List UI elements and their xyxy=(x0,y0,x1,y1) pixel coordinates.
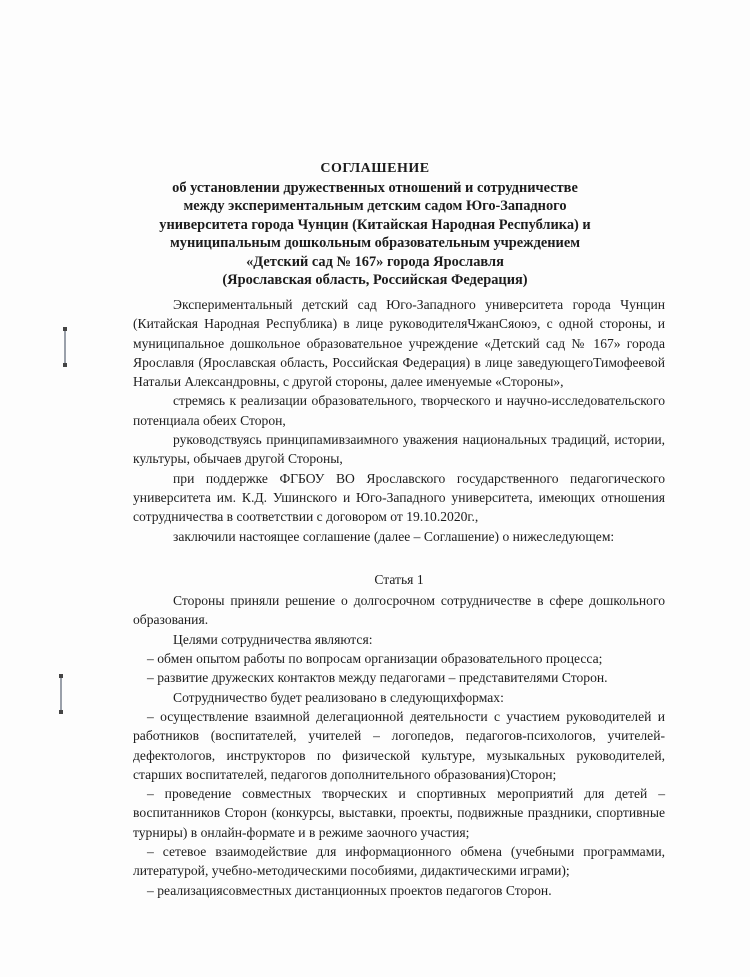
title-heading: СОГЛАШЕНИЕ xyxy=(320,161,430,176)
preamble-paragraph: Экспериментальный детский сад Юго-Западного университета города Чунцин (Китайская Народная Республика) в лице руководителяЧжанСяоюэ, с одной стороны, и муниципальное дошкольное образовательное учреждение «Детский сад № 167» города Ярославля (Ярославская область, Российская Федерация) в лице заведующегоТимофеевой Натальи Александровны, с другой стороны, далее именуемые «Стороны», xyxy=(133,297,665,390)
preamble-paragraph: стремясь к реализации образовательного, творческого и научно-исследовательского потенциала обеих Сторон, xyxy=(133,393,665,428)
form-item: – реализациясовместных дистанционных проектов педагогов Сторон. xyxy=(147,882,552,898)
preamble-paragraph: руководствуясь принципамивзаимного уважения национальных традиций, истории, культуры, обычаев другой Стороны, xyxy=(133,432,665,467)
title-line: муниципальным дошкольным образовательным учреждением xyxy=(169,235,581,251)
form-item: – проведение совместных творческих и спортивных мероприятий для детей – воспитанников Сторон (конкурсы, выставки, проекты, подвижные праздники, спортивные турниры) в онлайн-формате и в режиме заочного участия; xyxy=(133,786,665,840)
goal-item: – развитие дружеских контактов между педагогами – представителями Сторон. xyxy=(147,670,608,686)
goal-item: – обмен опытом работы по вопросам организации образовательного процесса; xyxy=(147,651,603,667)
form-item: – осуществление взаимной делегационной деятельности с участием руководителей и работников (воспитателей, учителей – логопедов, педагогов-психологов, учителей-дефектологов, инструкторов по физической культуре, музыкальных руководителей, старших воспитателей, педагогов дополнительного образования)Сторон; xyxy=(133,708,665,782)
article-heading: Статья 1 xyxy=(374,571,424,587)
document-title xyxy=(140,160,610,290)
title-line: университета города Чунцин (Китайская Народная Республика) и xyxy=(159,216,591,233)
document-body xyxy=(133,295,665,900)
goals-label: Целями сотрудничества являются: xyxy=(173,631,373,647)
margin-bracket-mark xyxy=(60,674,62,714)
margin-bracket-mark xyxy=(64,327,66,367)
preamble-paragraph: заключили настоящее соглашение (далее – Соглашение) о нижеследующем: xyxy=(173,528,615,544)
forms-label: Сотрудничество будет реализовано в следующихформах: xyxy=(173,689,504,705)
title-line: «Детский сад № 167» города Ярославля xyxy=(246,253,504,270)
title-line: между экспериментальным детским садом Юго-Западного xyxy=(183,198,567,214)
preamble-paragraph: при поддержке ФГБОУ ВО Ярославского государственного педагогического университета им. К.Д. Ушинского и Юго-Западного университета, имеющих отношения сотрудничества в соответствии с договором от 19.10.2020г., xyxy=(133,470,665,525)
title-line: (Ярославская область, Российская Федерация) xyxy=(222,272,528,288)
title-line: об установлении дружественных отношений и сотрудничестве xyxy=(172,179,578,196)
article-intro: Стороны приняли решение о долгосрочном сотрудничестве в сфере дошкольного образования. xyxy=(133,593,665,628)
form-item: – сетевое взаимодействие для информационного обмена (учебными программами, литературой, учебно-методическими пособиями, дидактическими играми); xyxy=(133,844,665,879)
